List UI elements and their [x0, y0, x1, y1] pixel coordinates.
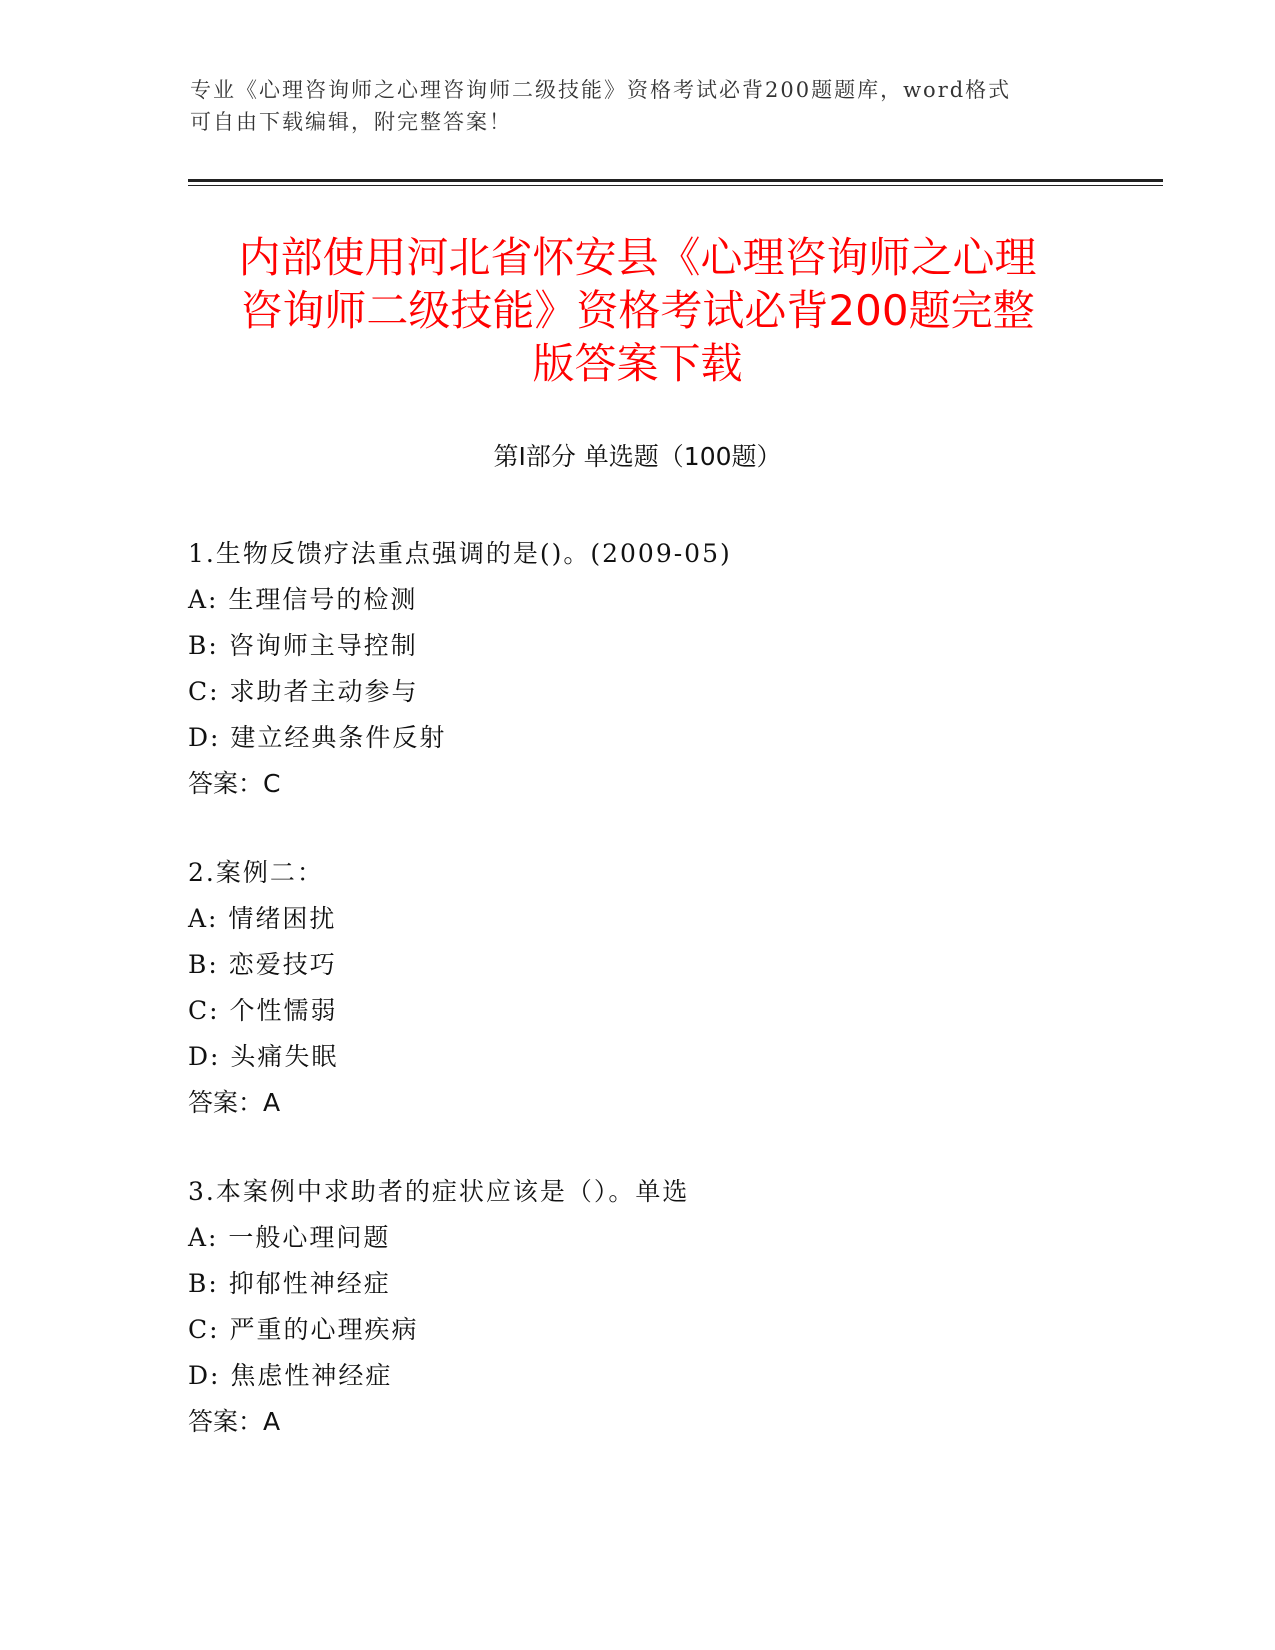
- question-stem: 1.生物反馈疗法重点强调的是()。(2009-05): [188, 539, 732, 568]
- option-d: D: 建立经典条件反射: [188, 723, 447, 752]
- option-c: C: 个性懦弱: [188, 996, 338, 1025]
- title-line: 内部使用河北省怀安县《心理咨询师之心理: [238, 233, 1037, 282]
- document-title: [190, 231, 1085, 390]
- answer-key: 答案：C: [188, 769, 281, 798]
- option-c: C: 严重的心理疾病: [188, 1315, 419, 1344]
- question-item: [188, 850, 1088, 1126]
- answer-key: 答案：A: [188, 1088, 281, 1117]
- title-line: 咨询师二级技能》资格考试必背200题完整: [240, 286, 1035, 335]
- answer-key: 答案：A: [188, 1407, 281, 1436]
- question-list: [188, 531, 1088, 1488]
- option-b: B: 咨询师主导控制: [188, 631, 418, 660]
- option-a: A: 一般心理问题: [188, 1223, 391, 1252]
- header-note-line: 专业《心理咨询师之心理咨询师二级技能》资格考试必背200题题库，word格式: [190, 78, 1012, 102]
- header-divider-thin: [188, 185, 1163, 186]
- header-note-line: 可自由下载编辑，附完整答案！: [190, 110, 512, 134]
- option-d: D: 头痛失眠: [188, 1042, 339, 1071]
- question-stem: 3.本案例中求助者的症状应该是（）。单选: [188, 1177, 690, 1206]
- title-line: 版答案下载: [532, 339, 743, 388]
- section-title: 第Ⅰ部分 单选题（100题）: [493, 442, 782, 471]
- header-divider-thick: [188, 179, 1163, 182]
- option-b: B: 恋爱技巧: [188, 950, 337, 979]
- option-a: A: 情绪困扰: [188, 904, 337, 933]
- option-a: A: 生理信号的检测: [188, 585, 418, 614]
- question-item: [188, 531, 1088, 807]
- question-stem: 2.案例二：: [188, 858, 324, 887]
- question-item: [188, 1169, 1088, 1445]
- option-b: B: 抑郁性神经症: [188, 1269, 391, 1298]
- option-d: D: 焦虑性神经症: [188, 1361, 393, 1390]
- header-note: [190, 74, 1090, 138]
- option-c: C: 求助者主动参与: [188, 677, 419, 706]
